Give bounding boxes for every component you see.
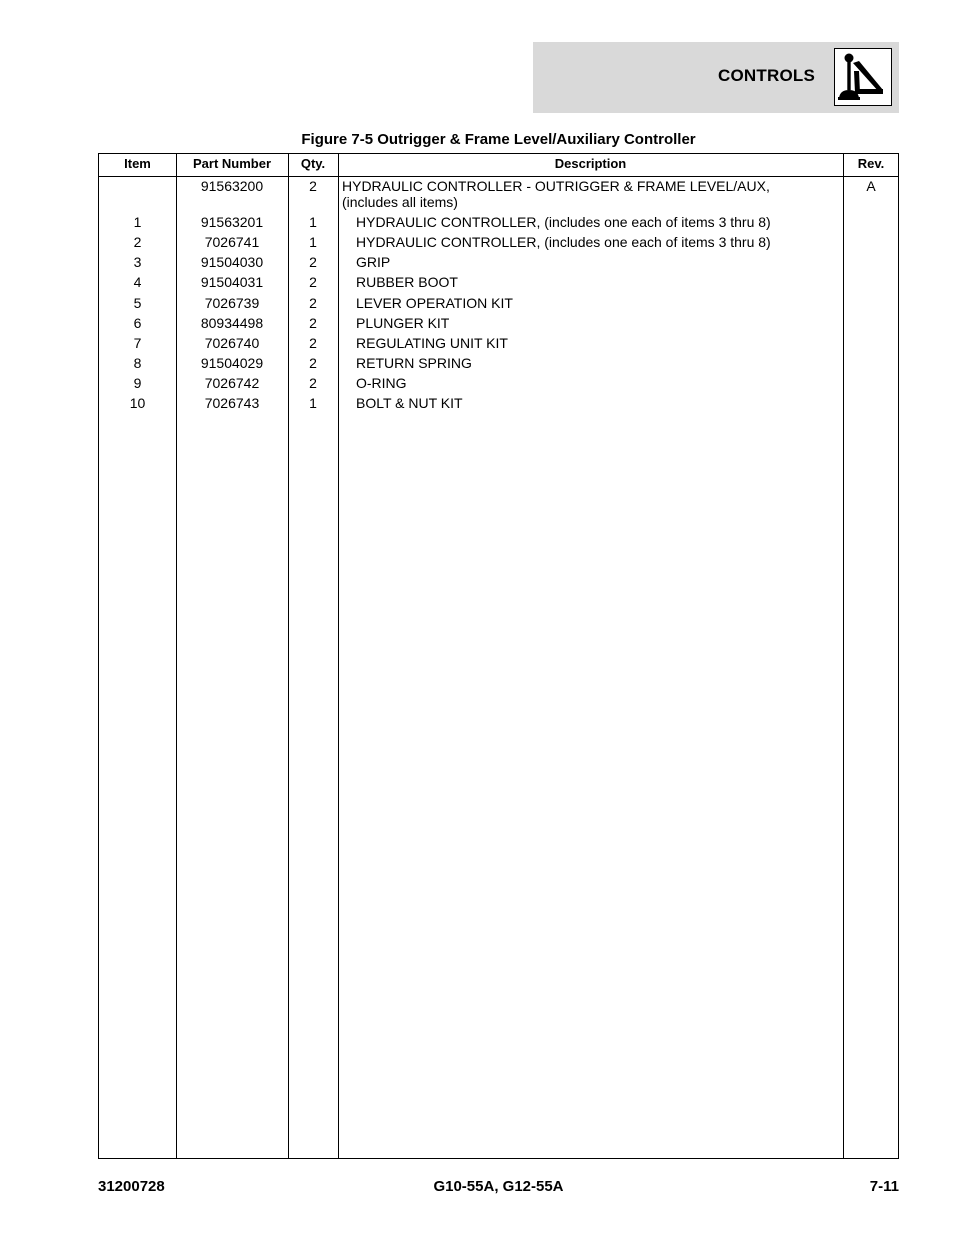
joystick-controller-icon — [834, 48, 892, 106]
row-description: LEVER OPERATION KIT — [356, 295, 513, 311]
row-item-number: 4 — [133, 274, 142, 290]
row-part-number: 91504030 — [200, 254, 264, 270]
row-item-number: 2 — [133, 234, 142, 250]
column-header-rev: Rev. — [857, 156, 885, 171]
column-divider — [338, 154, 339, 1158]
row-description: HYDRAULIC CONTROLLER, (includes one each of items 3 thru 8) — [356, 214, 771, 230]
model-numbers: G10-55A, G12-55A — [433, 1178, 564, 1195]
row-item-number: 10 — [129, 395, 146, 411]
row-item-number: 1 — [133, 214, 142, 230]
row-item-number: 8 — [133, 355, 142, 371]
row-description: O-RING — [356, 375, 407, 391]
header-divider — [99, 176, 898, 177]
section-header — [533, 42, 899, 113]
column-header-item: Item — [124, 156, 151, 171]
figure-title: Figure 7-5 Outrigger & Frame Level/Auxiliary Controller — [301, 131, 696, 148]
row-quantity: 2 — [309, 254, 317, 270]
row-part-number: 91563201 — [200, 214, 264, 230]
document-number: 31200728 — [98, 1178, 165, 1195]
row-quantity: 2 — [309, 178, 317, 194]
row-item-number: 6 — [133, 315, 142, 331]
row-part-number: 7026740 — [204, 335, 260, 351]
row-quantity: 2 — [309, 295, 317, 311]
row-quantity: 2 — [309, 335, 317, 351]
row-part-number: 7026743 — [204, 395, 260, 411]
row-part-number: 7026742 — [204, 375, 260, 391]
row-description: PLUNGER KIT — [356, 315, 450, 331]
row-part-number: 80934498 — [200, 315, 264, 331]
column-header-description: Description — [554, 156, 627, 171]
section-title: CONTROLS — [718, 66, 815, 85]
row-description: RETURN SPRING — [356, 355, 472, 371]
row-description: HYDRAULIC CONTROLLER - OUTRIGGER & FRAME LEVEL/AUX, — [342, 178, 770, 194]
row-quantity: 2 — [309, 355, 317, 371]
row-item-number: 3 — [133, 254, 142, 270]
row-description: RUBBER BOOT — [356, 274, 458, 290]
row-quantity: 2 — [309, 375, 317, 391]
row-revision: A — [866, 178, 876, 194]
row-item-number: 5 — [133, 295, 142, 311]
row-part-number: 7026741 — [204, 234, 260, 250]
row-quantity: 1 — [309, 395, 317, 411]
row-description: BOLT & NUT KIT — [356, 395, 463, 411]
row-item-number: 9 — [133, 375, 142, 391]
row-part-number: 91563200 — [200, 178, 264, 194]
row-quantity: 2 — [309, 274, 317, 290]
row-quantity: 2 — [309, 315, 317, 331]
column-header-qty: Qty. — [300, 156, 326, 171]
row-description: HYDRAULIC CONTROLLER, (includes one each of items 3 thru 8) — [356, 234, 771, 250]
parts-table — [98, 153, 899, 1159]
row-quantity: 1 — [309, 234, 317, 250]
row-description-continued: (includes all items) — [342, 194, 458, 210]
row-description: REGULATING UNIT KIT — [356, 335, 508, 351]
row-item-number: 7 — [133, 335, 142, 351]
column-header-part-number: Part Number — [192, 156, 272, 171]
row-description: GRIP — [356, 254, 391, 270]
row-part-number: 91504029 — [200, 355, 264, 371]
row-quantity: 1 — [309, 214, 317, 230]
page-number: 7-11 — [869, 1178, 899, 1195]
row-part-number: 91504031 — [200, 274, 264, 290]
row-part-number: 7026739 — [204, 295, 260, 311]
